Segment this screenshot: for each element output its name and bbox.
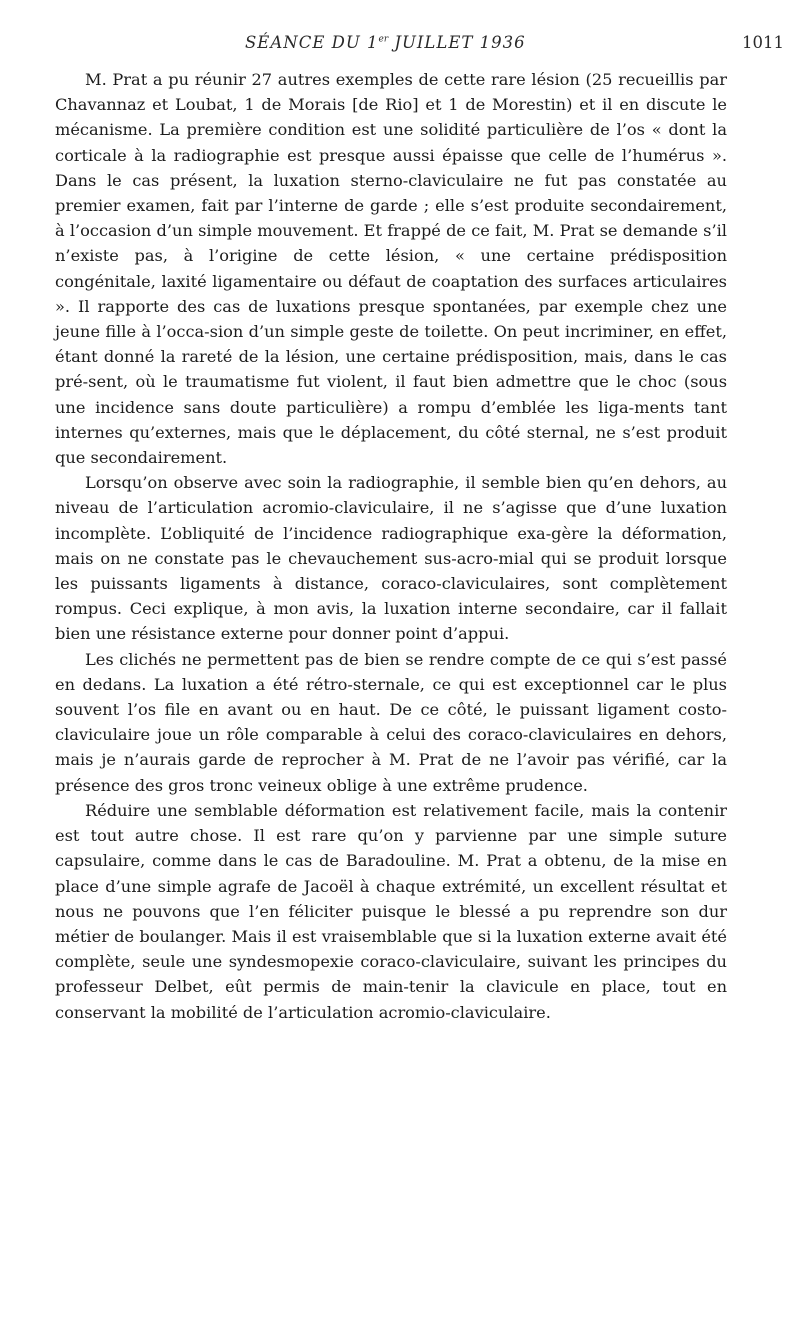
paragraph-4: Réduire une semblable déformation est relativement facile, mais la contenir est tout autre chose. Il est rare qu’on y parvienne par une simple suture capsulaire, comme dans le cas de Baradouline. M. Prat a obtenu, de la mise en place d’une simple agrafe de Jacoël à chaque extrémité, un excellent résultat et nous ne pouvons que l’en féliciter puisque le blessé a pu reprendre son dur métier de boulanger. Mais il est vraisemblable que si la luxation externe avait été complète, seule une syndesmopexie coraco-claviculaire, suivant les principes du professeur Delbet, eût permis de main-tenir la clavicule en place, tout en conservant la mobilité de l’articulation acromio-claviculaire. <box>55 800 727 1022</box>
running-title-main: SÉANCE DU 1 <box>245 33 379 52</box>
paragraph-2: Lorsqu’on observe avec soin la radiographie, il semble bien qu’en dehors, au niveau de l’articulation acromio-claviculaire, il ne s’agisse que d’une luxation incomplète. L’obliquité de l’incidence radiographique exa-gère la déformation, mais on ne constate pas le chevauchement sus-acro-mial qui se produit lorsque les puissants ligaments à distance, coraco-claviculaires, sont complètement rompus. Ceci explique, à mon avis, la luxation interne secondaire, car il fallait bien une résistance externe pour donner point d’appui. <box>55 473 727 644</box>
paragraph-3: Les clichés ne permettent pas de bien se rendre compte de ce qui s’est passé en dedans. La luxation a été rétro-sternale, ce qui est exceptionnel car le plus souvent l’os file en avant ou en haut. De ce côté, le puissant ligament costo-claviculaire joue un rôle comparable à celui des coraco-claviculaires en dehors, mais je n’aurais garde de reprocher à M. Prat de ne l’avoir pas vérifié, car la présence des gros tronc veineux oblige à une extrême prudence. <box>55 649 727 795</box>
running-title-rest: JUILLET 1936 <box>388 33 526 52</box>
page-number: 1011 <box>742 33 784 52</box>
body-text <box>55 67 727 1025</box>
running-title-sup: er <box>378 34 389 45</box>
running-head <box>245 33 526 52</box>
paragraph-1: M. Prat a pu réunir 27 autres exemples de cette rare lésion (25 recueillis par Chavannaz et Loubat, 1 de Morais [de Rio] et 1 de Morestin) et il en discute le mécanisme. La première condition est une solidité particulière de l’os « dont la corticale à la radiographie est presque aussi épaisse que celle de l’humérus ». Dans le cas présent, la luxation sterno-claviculaire ne fut pas constatée au premier examen, fait par l’interne de garde ; elle s’est produite secondairement, à l’occasion d’un simple mouvement. Et frappé de ce fait, M. Prat se demande s’il n’existe pas, à l’origine de cette lésion, « une certaine prédisposition congénitale, laxité ligamentaire ou défaut de coaptation des surfaces articulaires ». Il rapporte des cas de luxations presque spontanées, par exemple chez une jeune fille à l’occa-sion d’un simple geste de toilette. On peut incriminer, en effet, étant donné la rareté de la lésion, une certaine prédisposition, mais, dans le cas pré-sent, où le traumatisme fut violent, il faut bien admettre que le choc (sous une incidence sans doute particulière) a rompu d’emblée les liga-ments tant internes qu’externes, mais que le déplacement, du côté sternal, ne s’est produit que secondairement. <box>55 70 727 468</box>
